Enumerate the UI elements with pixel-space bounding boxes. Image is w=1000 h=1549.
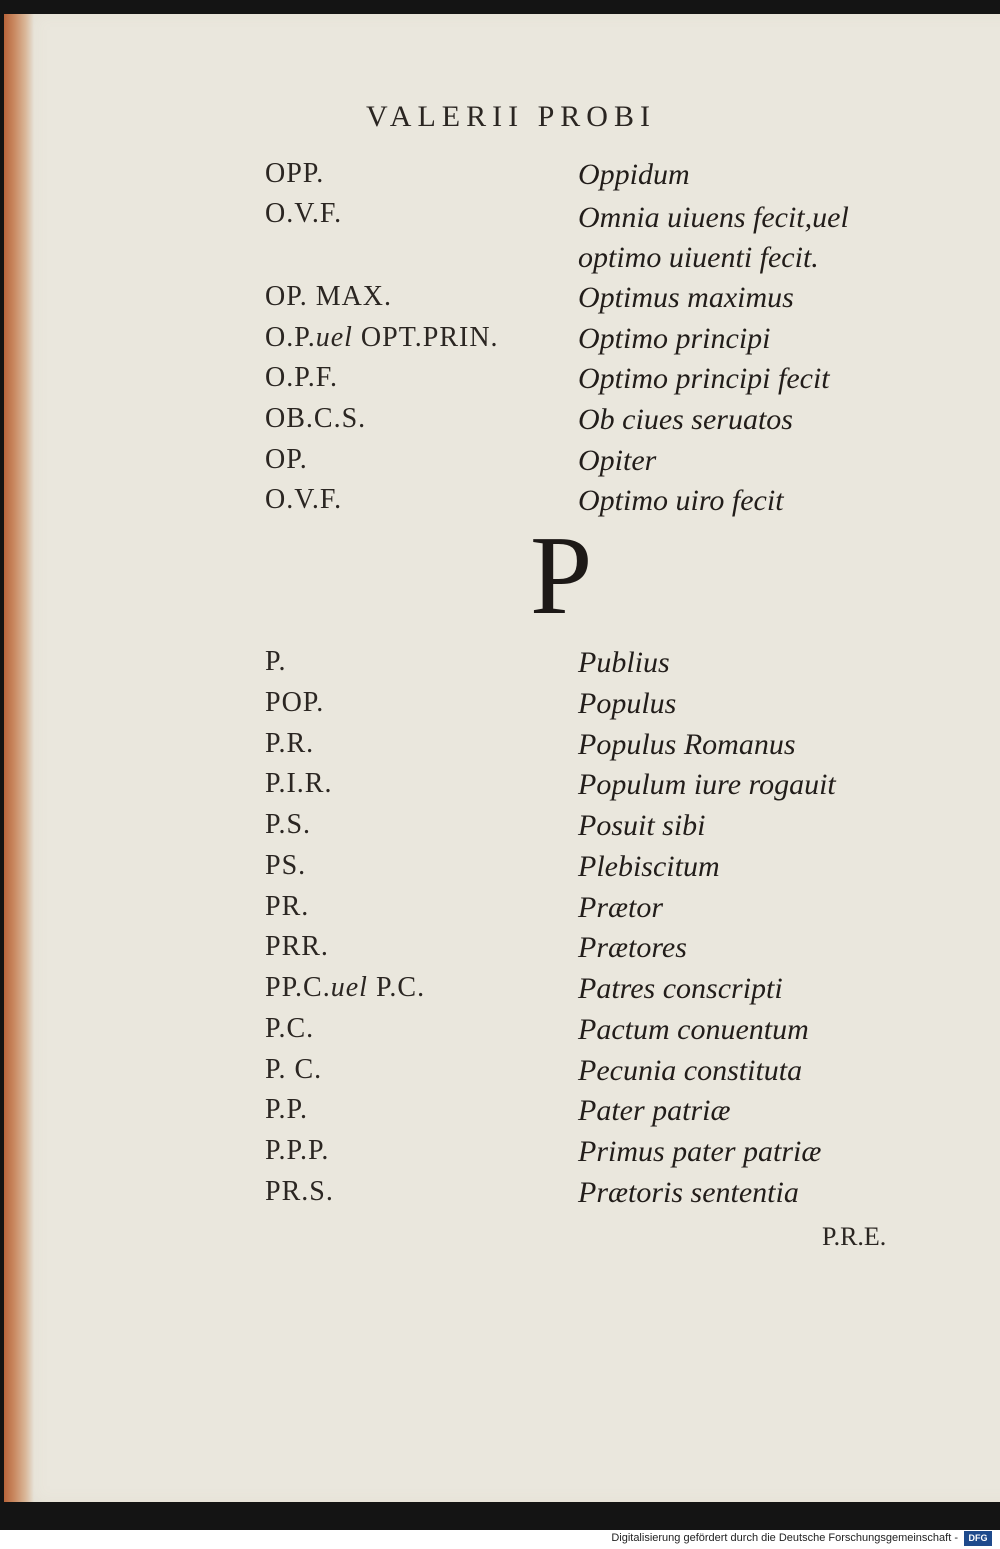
- entry-row: [0, 362, 1000, 402]
- funding-credit: Digitalisierung gefördert durch die Deutsche Forschungsgemeinschaft -: [611, 1532, 958, 1544]
- entry-abbreviation: PR.: [265, 891, 310, 922]
- entry-abbreviation: O.P.F.: [265, 362, 339, 393]
- entry-meaning: Populus Romanus: [578, 728, 796, 761]
- entry-meaning: Prætor: [578, 891, 664, 924]
- entry-row: [0, 768, 1000, 808]
- entry-row: [0, 322, 1000, 362]
- entry-abbreviation: P.: [265, 646, 287, 677]
- entry-meaning: Pecunia constituta: [578, 1054, 803, 1087]
- entry-row: [0, 850, 1000, 890]
- entry-abbreviation: P. C.: [265, 1054, 323, 1085]
- digitization-footer: [0, 1530, 1000, 1549]
- entry-meaning: Optimus maximus: [578, 281, 794, 314]
- entry-abbreviation: PRR.: [265, 931, 329, 962]
- entry-abbreviation: P.P.P.: [265, 1135, 330, 1166]
- entry-row: [0, 646, 1000, 686]
- entry-meaning: Optimo principi: [578, 322, 771, 355]
- entry-abbreviation: PR.S.: [265, 1176, 334, 1207]
- entry-meaning: Opiter: [578, 444, 657, 477]
- entry-meaning: Optimo principi fecit: [578, 362, 830, 395]
- entry-abbreviation: OP.: [265, 444, 308, 475]
- entry-row: [0, 687, 1000, 727]
- entry-abbreviation: PP.C.uel P.C.: [265, 972, 426, 1003]
- entry-row: [0, 281, 1000, 321]
- entry-abbreviation: P.R.: [265, 728, 315, 759]
- entry-meaning: Optimo uiro fecit: [578, 484, 784, 517]
- entry-meaning: Pater patriæ: [578, 1094, 731, 1127]
- entry-row: [0, 728, 1000, 768]
- entry-meaning: Oppidum: [578, 158, 690, 191]
- entry-abbreviation: POP.: [265, 687, 325, 718]
- entry-meaning: Pactum conuentum: [578, 1013, 809, 1046]
- entry-row: [0, 1176, 1000, 1216]
- running-head: VALERII PROBI: [366, 100, 656, 133]
- entry-row: [0, 809, 1000, 849]
- entry-abbreviation: OB.C.S.: [265, 403, 367, 434]
- entry-meaning: Populum iure rogauit: [578, 768, 836, 801]
- entry-row: [0, 1094, 1000, 1134]
- entry-row: [0, 484, 1000, 524]
- entry-meaning: Primus pater patriæ: [578, 1135, 822, 1168]
- entry-row: [0, 1054, 1000, 1094]
- entry-row: [0, 891, 1000, 931]
- entry-abbreviation: P.C.: [265, 1013, 315, 1044]
- entry-abbreviation: O.P.uel OPT.PRIN.: [265, 322, 499, 353]
- entry-abbreviation: OPP.: [265, 158, 325, 189]
- entry-meaning: Patres conscripti: [578, 972, 783, 1005]
- entry-abbreviation: P.I.R.: [265, 768, 333, 799]
- entry-meaning: Posuit sibi: [578, 809, 706, 842]
- entry-row: [0, 403, 1000, 443]
- entry-meaning: Prætores: [578, 931, 687, 964]
- entry-abbreviation: PS.: [265, 850, 307, 881]
- entry-abbreviation: O.V.F.: [265, 484, 343, 515]
- entry-row: [0, 972, 1000, 1012]
- entry-meaning: Publius: [578, 646, 670, 679]
- entry-row: [0, 1135, 1000, 1175]
- entry-abbreviation: P.S.: [265, 809, 312, 840]
- section-initial-letter: P: [530, 514, 593, 638]
- catchword: P.R.E.: [822, 1222, 887, 1251]
- entry-row: [0, 931, 1000, 971]
- entry-meaning: Populus: [578, 687, 677, 720]
- entry-meaning: Omnia uiuens fecit,uel optimo uiuenti fecit.: [578, 201, 849, 274]
- entry-row: [0, 158, 1000, 198]
- dfg-logo: DFG: [964, 1531, 992, 1546]
- entry-abbreviation: OP. MAX.: [265, 281, 393, 312]
- entry-row: [0, 444, 1000, 484]
- entry-meaning: Plebiscitum: [578, 850, 720, 883]
- entry-row: [0, 1013, 1000, 1053]
- entry-row: [0, 198, 1000, 278]
- entry-abbreviation: P.P.: [265, 1094, 308, 1125]
- entry-meaning: Prætoris sententia: [578, 1176, 799, 1209]
- entry-abbreviation: O.V.F.: [265, 198, 343, 229]
- entry-meaning: Ob ciues seruatos: [578, 403, 793, 436]
